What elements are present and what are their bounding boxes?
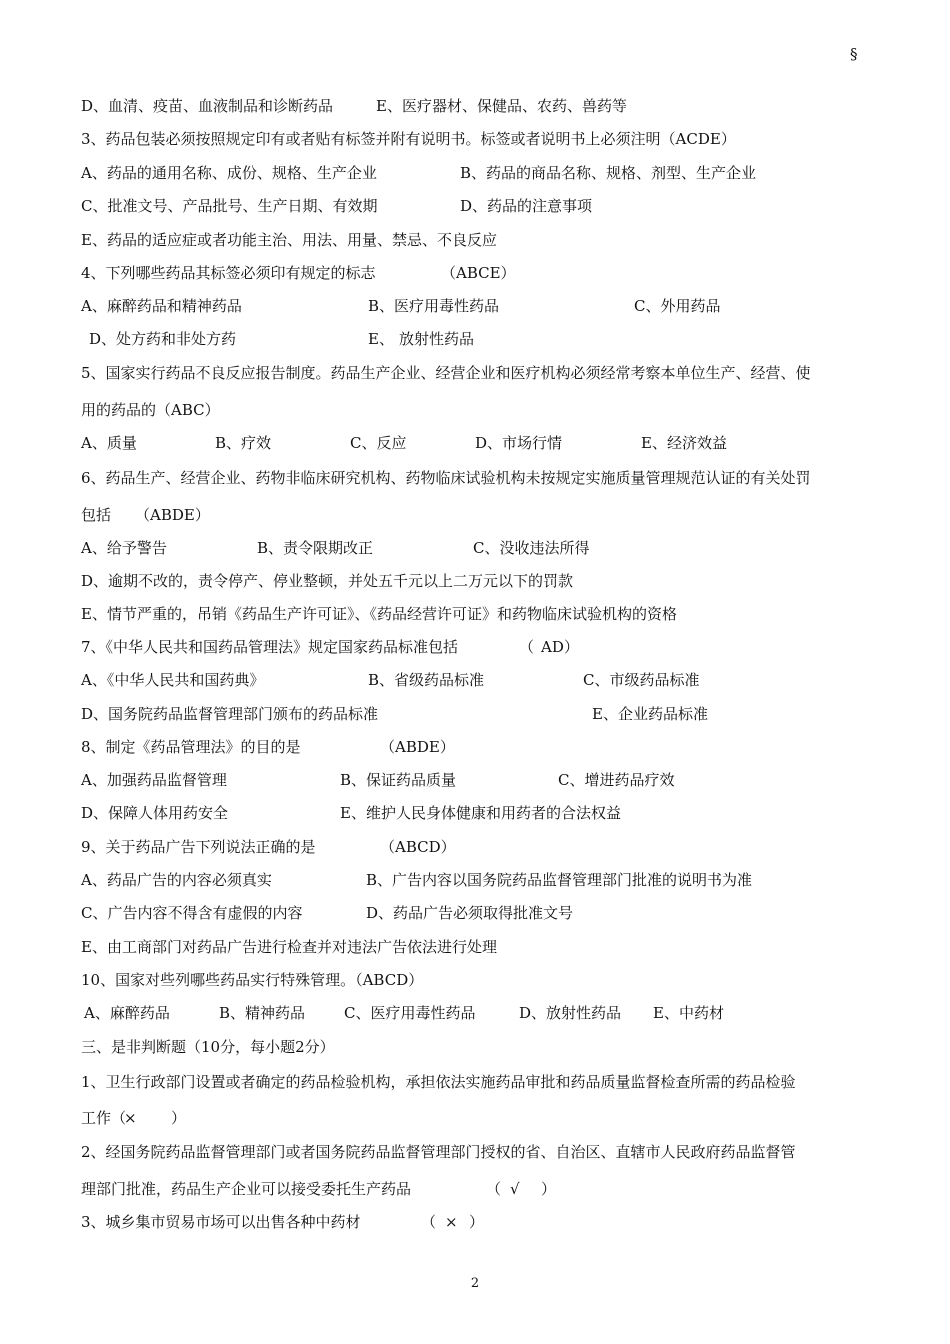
line-segment: 9、关于药品广告下列说法正确的是 [81,838,316,856]
line-segment: C、外用药品 [634,297,721,315]
line-segment: 1、卫生行政部门设置或者确定的药品检验机构，承担依法实施药品审批和药品质量监督检查所需的药品检验 [81,1073,796,1091]
line-segment: （ [486,1180,502,1198]
line-segment: A、药品的通用名称、成份、规格、生产企业 [81,164,377,182]
line-segment: D、保障人体用药安全 [81,804,229,822]
line-segment: 3、药品包装必须按照规定印有或者贴有标签并附有说明书。标签或者说明书上必须注明（ACDE） [81,130,736,148]
line-segment: D、血清、疫苗、血液制品和诊断药品 [81,97,334,115]
line-segment: A、《中华人民共和国药典》 [81,671,265,689]
line-segment: 包括 [81,506,112,524]
line-segment: A、给予警告 [81,539,167,557]
line-segment: AD [541,638,564,656]
line-segment: 用的药品的（ABC） [81,401,220,419]
line-segment: × [445,1213,458,1231]
line-segment: 4、下列哪些药品其标签必须印有规定的标志 [81,264,376,282]
line-segment: 7、《中华人民共和国药品管理法》规定国家药品标准包括 [81,638,459,656]
line-segment: B、医疗用毒性药品 [368,297,500,315]
line-segment: C、反应 [350,434,407,452]
line-segment: D、处方药和非处方药 [89,330,237,348]
line-segment: D、逾期不改的，责令停产、停业整顿，并处五千元以上二万元以下的罚款 [81,572,574,590]
line-segment: （ABDE） [380,738,455,756]
line-segment: 3、城乡集市贸易市场可以出售各种中药材 [81,1213,361,1231]
line-segment: （ABDE） [135,506,210,524]
line-segment: B、保证药品质量 [340,771,457,789]
line-segment: D、药品广告必须取得批准文号 [366,904,574,922]
line-segment: D、国务院药品监督管理部门颁布的药品标准 [81,705,379,723]
line-segment: × [124,1109,137,1127]
line-segment: E、企业药品标准 [592,705,708,723]
line-segment: √ [510,1180,520,1198]
line-segment: ） [469,1213,485,1231]
line-segment: C、医疗用毒性药品 [344,1004,476,1022]
line-segment: （ [519,638,535,656]
line-segment: E、维护人民身体健康和用药者的合法权益 [340,804,621,822]
line-segment: E、由工商部门对药品广告进行检查并对违法广告依法进行处理 [81,938,497,956]
line-segment: （ABCE） [441,264,516,282]
line-segment: 理部门批准，药品生产企业可以接受委托生产药品 [81,1180,412,1198]
line-segment: 三、是非判断题（10分，每小题2分） [81,1038,335,1056]
line-segment: D、放射性药品 [519,1004,622,1022]
line-segment: B、疗效 [215,434,272,452]
line-segment: B、药品的商品名称、规格、剂型、生产企业 [460,164,757,182]
line-segment: A、麻醉药品 [84,1004,170,1022]
line-segment: A、药品广告的内容必须真实 [81,871,272,889]
line-segment: 放射性药品 [399,330,475,348]
page-number: 2 [470,1276,480,1291]
line-segment: D、药品的注意事项 [460,197,593,215]
line-segment: E、医疗器材、保健品、农药、兽药等 [376,97,627,115]
line-segment: （ABCD） [380,838,456,856]
line-segment: E、 [368,330,394,348]
line-segment: C、增进药品疗效 [558,771,675,789]
line-segment: 10、国家对些列哪些药品实行特殊管理。（ABCD） [81,971,424,989]
line-segment: 2、经国务院药品监督管理部门或者国务院药品监督管理部门授权的省、自治区、直辖市人民政府药品监督管 [81,1143,796,1161]
line-segment: B、省级药品标准 [368,671,485,689]
line-segment: A、质量 [81,434,137,452]
line-segment: E、中药材 [653,1004,724,1022]
line-segment: ） [171,1109,187,1127]
line-segment: A、麻醉药品和精神药品 [81,297,242,315]
line-segment: B、广告内容以国务院药品监督管理部门批准的说明书为准 [366,871,753,889]
line-segment: 8、制定《药品管理法》的目的是 [81,738,301,756]
line-segment: 工作（ [81,1109,127,1127]
line-segment: D、市场行情 [475,434,563,452]
line-segment: C、广告内容不得含有虚假的内容 [81,904,303,922]
line-segment: E、药品的适应症或者功能主治、用法、用量、禁忌、不良反应 [81,231,497,249]
line-segment: C、市级药品标准 [583,671,700,689]
line-segment: ） [564,638,580,656]
line-segment: 5、国家实行药品不良反应报告制度。药品生产企业、经营企业和医疗机构必须经常考察本单位生产、经营、使 [81,364,811,382]
line-segment: ） [541,1180,557,1198]
line-segment: C、批准文号、产品批号、生产日期、有效期 [81,197,378,215]
line-segment: 6、药品生产、经营企业、药物非临床研究机构、药物临床试验机构未按规定实施质量管理规范认证的有关处罚 [81,469,811,487]
line-segment: B、责令限期改正 [257,539,374,557]
line-segment: B、精神药品 [219,1004,306,1022]
line-segment: （ [421,1213,437,1231]
line-segment: E、经济效益 [641,434,727,452]
line-segment: E、情节严重的，吊销《药品生产许可证》、《药品经营许可证》和药物临床试验机构的资格 [81,605,677,623]
header-mark: § [850,45,858,63]
line-segment: C、没收违法所得 [473,539,590,557]
line-segment: A、加强药品监督管理 [81,771,227,789]
